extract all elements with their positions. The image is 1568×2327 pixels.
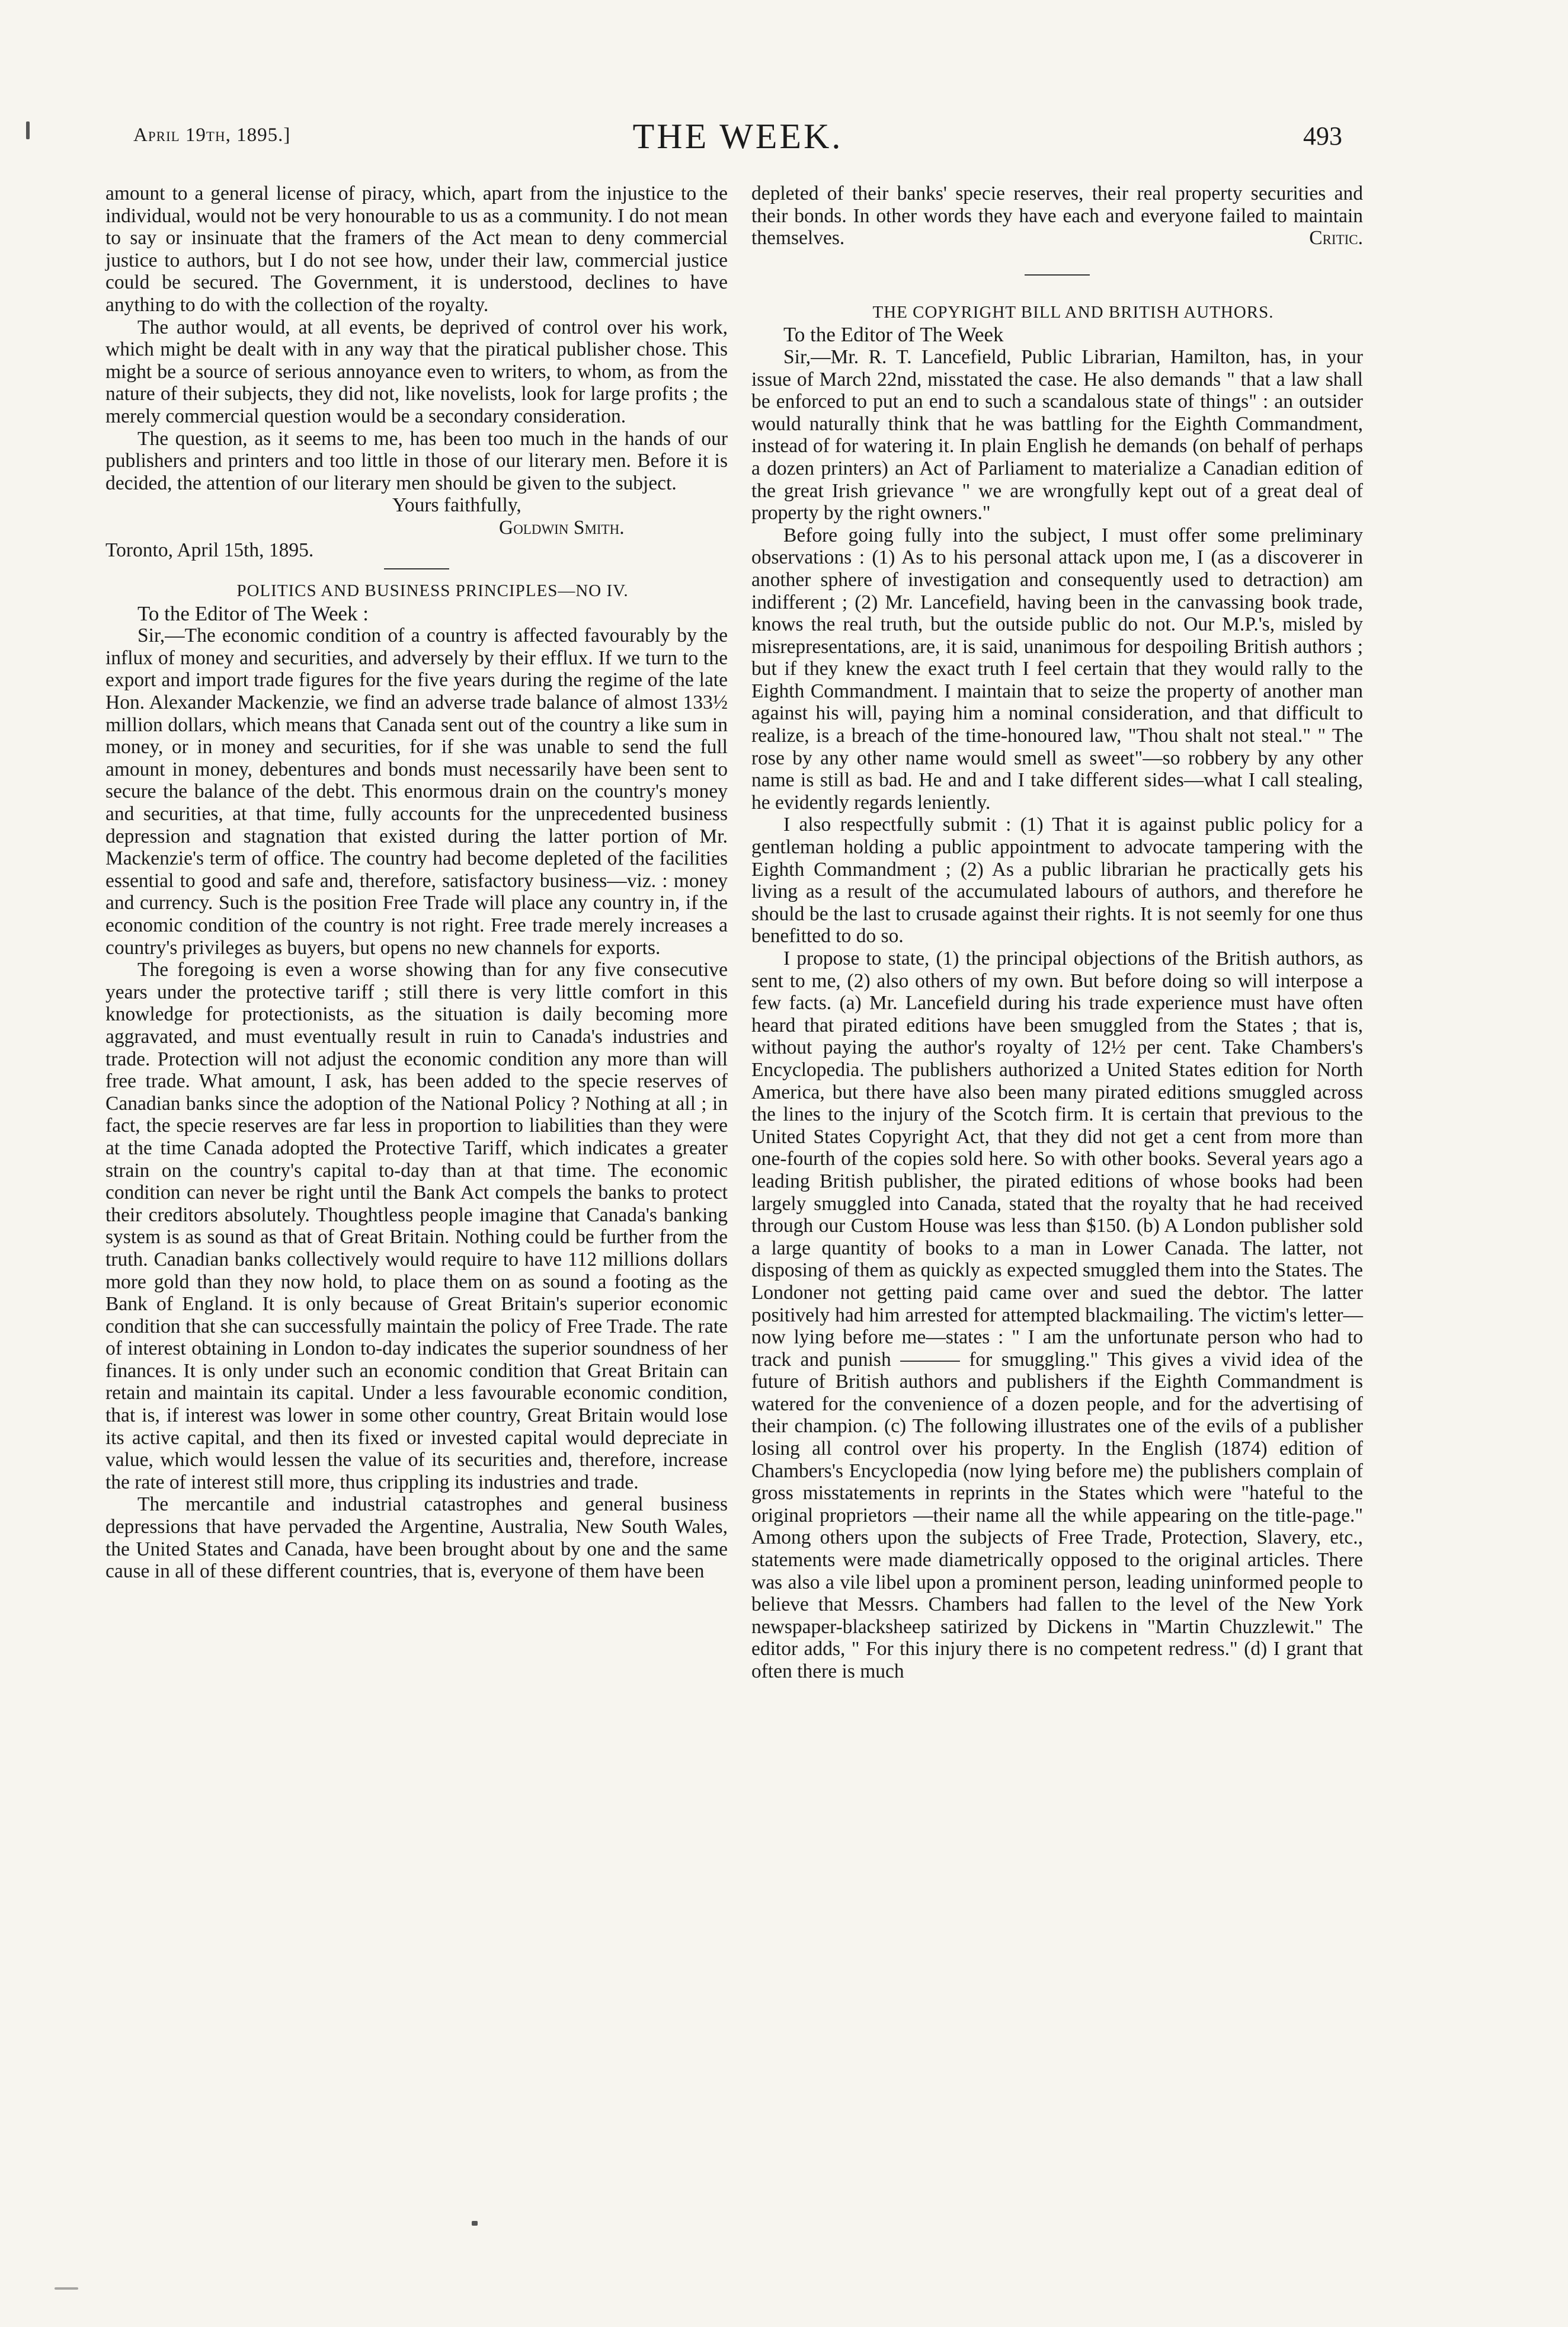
paragraph: Before going fully into the subject, I must offer some preliminary observations : (1) As to his personal attack upon me, I (as a discoverer in another sphere of investigation and consequently used to detraction) am indifferent ; (2) Mr. Lancefield, having been in the canvassing book trade, knows the real truth, but the outside public do not. Our M.P.'s, misled by misrepresentations, are, it is said, unanimous for despoiling British authors ; but if they knew the exact truth I feel certain that they would rally to the Eighth Commandment. I maintain that to seize the property of another man against his will, paying him a nominal consideration, and that difficult to realize, is a breach of the time-honoured law, "Thou shalt not steal." " The rose by any other name would smell as sweet"—so robbery by any other name is still as bad. He and and I take different sides—what I call stealing, he evidently regards leniently. [751, 524, 1363, 814]
paragraph: I propose to state, (1) the principal objections of the British authors, as sent to me, (2) also others of my own. But before doing so will interpose a few facts. (a) Mr. Lancefield during his trade experience must have often heard that pirated editions have been smuggled from the States ; that is, without paying the author's royalty of 12½ per cent. Take Chambers's Encyclopedia. The publishers authorized a United States edition for North America, but there have also been many pirated editions smuggled across the lines to the injury of the Scotch firm. It is certain that previous to the United States Copyright Act, that they did not get a cent from more than one-fourth of the copies sold here. So with other books. Several years ago a leading British publisher, the pirated editions of whose books had been largely smuggled into Canada, stated that the royalty that he had received through our Custom House was less than $150. (b) A London publisher sold a large quantity of books to a man in Lower Canada. The latter, not disposing of them as quickly as expected smuggled them into the States. The Londoner not getting paid came over and sued the debtor. The latter positively had him arrested for attempted blackmailing. The victim's letter—now lying before me—states : " I am the unfortunate person who had to track and punish ——— for smuggling." This gives a vivid idea of the future of British authors and publishers if the Eighth Commandment is watered for the convenience of a dozen people, and for the advertising of their champion. (c) The following illustrates one of the evils of a publisher losing all control over his property. In the English (1874) edition of Chambers's Encyclopedia (now lying before me) the publishers complain of gross misstatements in reprints in the States which were "hateful to the original proprietors —their name all the while appearing on the title-page." Among others upon the subjects of Free Trade, Protection, Slavery, etc., statements were made diametrically opposed to the original articles. There was also a vile libel upon a prominent person, leading uninformed people to believe that Messrs. Chambers had fallen to the level of the New York newspaper-blacksheep satirized by Dickens in "Martin Chuzzlewit." The editor adds, " For this injury there is no competent redress." (d) I grant that often there is much [751, 948, 1363, 1682]
publication-title: THE WEEK. [632, 117, 843, 156]
section-divider [1025, 274, 1090, 276]
scan-speck [26, 121, 30, 139]
paragraph-text: depleted of their banks' specie reserves, their real property securities and their bonds. In other words they have each and everyone failed to maintain themselves. [751, 183, 1363, 249]
paragraph [751, 183, 1363, 249]
page-number: 493 [1303, 121, 1342, 151]
paragraph: amount to a general license of piracy, which, apart from the injustice to the individual, would not be very honourable to us as a community. I do not mean to say or insinuate that the framers of the Act mean to deny commercial justice to authors, but I do not see how, under their law, commercial justice could be secured. The Government, it is understood, declines to have anything to do with the collection of the royalty. [105, 183, 728, 316]
salutation: To the Editor of The Week [783, 323, 1004, 347]
signature: Critic. [1309, 227, 1363, 249]
paragraph: The foregoing is even a worse showing than for any five consecutive years under the protective tariff ; still there is very little comfort in this knowledge for protectionists, as the situation is daily becoming more aggravated, and must eventually result in ruin to Canada's industries and trade. Protection will not adjust the economic condition any more than will free trade. What amount, I ask, has been added to the specie reserves of Canadian banks since the adoption of the National Policy ? Nothing at all ; in fact, the specie reserves are far less in proportion to liabilities than they were at the time Canada adopted the Protective Tariff, which indicates a greater strain on the country's capital to-day than at that time. The economic condition can never be right until the Bank Act compels the banks to protect their creditors absolutely. Thoughtless people imagine that Canada's banking system is as sound as that of Great Britain. Nothing could be further from the truth. Canadian banks collectively would require to have 112 millions dollars more gold than they now hold, to place them on as sound a footing as the Bank of England. It is only because of Great Britain's superior economic condition that she can successfully maintain the policy of Free Trade. The rate of interest obtaining in London to-day indicates the superior soundness of her finances. It is only under such an economic condition that Great Britain can retain and maintain its capital. Under a less favourable economic condition, that is, if interest was lower in some other country, Great Britain would lose its active capital, and then its fixed or invested capital would depreciate in value, which would lessen the value of its securities and, therefore, increase the rate of interest still more, thus crippling its industries and trade. [105, 959, 728, 1493]
closing: Yours faithfully, [392, 494, 521, 517]
signature: Goldwin Smith. [499, 516, 625, 539]
paragraph: I also respectfully submit : (1) That it is against public policy for a gentleman holding a public appointment to advocate tampering with the Eighth Commandment ; (2) As a public librarian he practically gets his living as a result of the accumulated labours of authors, and therefore he should be the last to crusade against their rights. It is not seemly for one thus benefitted to do so. [751, 814, 1363, 948]
paragraph: Sir,—Mr. R. T. Lancefield, Public Librarian, Hamilton, has, in your issue of March 22nd, misstated the case. He also demands " that a law shall be enforced to put an end to such a scandalous state of things" : an outsider would naturally think that he was battling for the Eighth Commandment, instead of for watering it. In plain English he demands (on behalf of perhaps a dozen printers) an Act of Parliament to materialize a Canadian edition of the great Irish grievance " we are wrongfully kept out of a great deal of property by the right owners." [751, 345, 1363, 524]
letter-signoff [105, 494, 728, 539]
paragraph: The author would, at all events, be deprived of control over his work, which might be dealt with in any way that the piratical publisher chose. This might be a source of serious annoyance even to writers, to whom, as from the nature of their subjects, they did not, like novelists, look for large profits ; the merely commercial question would be a secondary consideration. [105, 316, 728, 427]
issue-date: April 19th, 1895.] [133, 124, 291, 146]
paragraph: The mercantile and industrial catastrophes and general business depressions that have pervaded the Argentine, Australia, New South Wales, the United States and Canada, have been brought about by one and the same cause in all of these different countries, that is, everyone of them have been [105, 1493, 728, 1583]
masthead [133, 116, 1342, 164]
paragraph: Sir,—The economic condition of a country is affected favourably by the influx of money and securities, and adversely by their efflux. If we turn to the export and import trade figures for the five years during the regime of the late Hon. Alexander Mackenzie, we find an adverse trade balance of almost 133½ million dollars, which means that Canada sent out of the country a like sum in money, or in money and securities, for if she was unable to send the full amount in money, debentures and bonds must necessarily have been sent to secure the balance of the debt. This enormous drain on the country's money and securities, at that time, fully accounts for the unprecedented business depression and stagnation that existed during the latter portion of Mr. Mackenzie's term of office. The country had become depleted of the facilities essential to good and safe and, therefore, satisfactory business—viz. : money and currency. Such is the position Free Trade will place any country in, if the economic condition of the country is not right. Free trade merely increases a country's privileges as buyers, but opens no new channels for exports. [105, 625, 728, 959]
left-column [105, 183, 728, 1583]
scan-speck [472, 2221, 478, 2226]
right-column [751, 183, 1363, 1683]
scan-speck [55, 2287, 78, 2290]
article-heading: POLITICS AND BUSINESS PRINCIPLES—NO IV. [236, 581, 629, 601]
dateline: Toronto, April 15th, 1895. [105, 539, 314, 561]
paragraph: The question, as it seems to me, has been too much in the hands of our publishers and printers and too little in those of our literary men. Before it is decided, the attention of our literary men should be given to the subject. [105, 427, 728, 494]
article-heading: THE COPYRIGHT BILL AND BRITISH AUTHORS. [872, 302, 1274, 322]
salutation: To the Editor of The Week : [137, 601, 369, 625]
section-divider [384, 568, 449, 569]
